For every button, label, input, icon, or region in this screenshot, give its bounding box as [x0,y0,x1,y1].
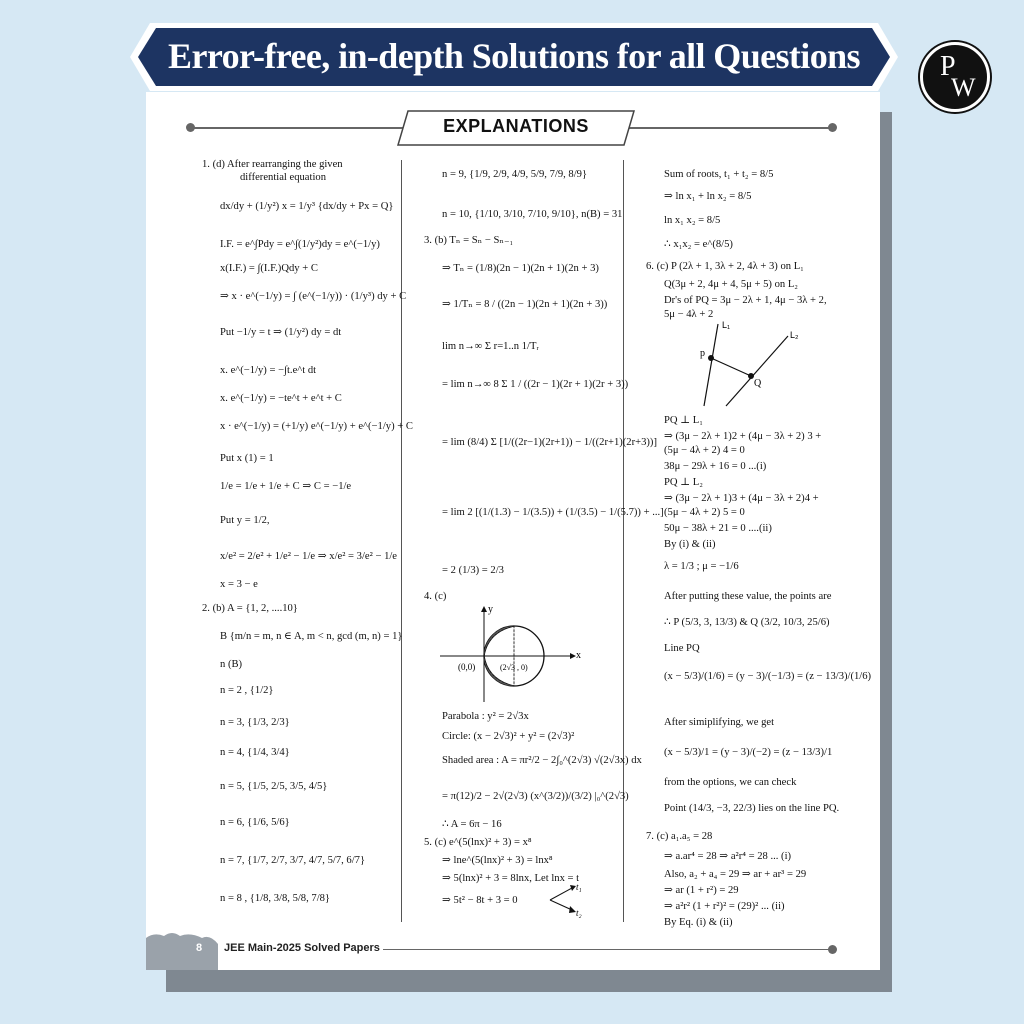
text-line: PQ ⊥ L₂ [664,477,703,488]
text-line: 2. (b) A = {1, 2, ....10} [202,603,298,614]
equation-line: n = 2 , {1/2} [220,685,274,696]
equation-line: ⇒ 5(lnx)² + 3 = 8lnx, Let lnx = t [442,873,580,884]
equation-line: ⇒ a.ar⁴ = 28 ⇒ a²r⁴ = 28 ... (i) [664,851,792,862]
text-line: 4. (c) [424,591,447,602]
equation-line: Put x (1) = 1 [220,453,274,464]
equation-line: ⇒ 1/Tₙ = 8 / ((2n − 1)(2n + 1)(2n + 3)) [442,299,608,310]
equation-line: lim n→∞ Σ r=1..n 1/Tᵣ [442,341,539,352]
equation-line: Put y = 1/2, [220,515,270,526]
text-line: Q(3μ + 2, 4μ + 4, 5μ + 5) on L₂ [664,279,798,290]
equation-line: ⇒ Tₙ = (1/8)(2n − 1)(2n + 1)(2n + 3) [442,263,599,274]
equation-line: = 2 (1/3) = 2/3 [442,565,504,576]
root-t1-label: t₁ [576,882,582,892]
text-line: 1. (d) After rearranging the given [202,159,343,170]
equation-line: 38μ − 29λ + 16 = 0 ...(i) [664,461,767,472]
equation-line: (5μ − 4λ + 2) 4 = 0 [664,445,745,456]
text-line: PQ ⊥ L₁ [664,415,703,426]
equation-line: n = 8 , {1/8, 3/8, 5/8, 7/8} [220,893,331,904]
equation-line: = lim 2 [(1/(1.3) − 1/(3.5)) + (1/(3.5) − 1/(5.7)) + ...] [442,507,664,518]
graph-origin-label: (0,0) [458,662,476,672]
page-number: 8 [196,942,203,954]
text-line: 6. (c) P (2λ + 1, 3λ + 2, 4λ + 3) on L₁ [646,261,804,272]
equation-line: ∴ A = 6π − 16 [442,819,502,830]
text-line: After simiplifying, we get [664,717,775,728]
equation-line: Also, a₂ + a₄ = 29 ⇒ ar + ar³ = 29 [664,869,807,880]
equation-line: n = 9, {1/9, 2/9, 4/9, 5/9, 7/9, 8/9} [442,169,588,180]
text-line: Line PQ [664,643,700,654]
parabola-circle-graph [440,602,580,712]
equation-line: x/e² = 2/e² + 1/e² − 1/e ⇒ x/e² = 3/e² − 1/e [220,551,398,562]
footer-rule-dot [828,945,837,954]
root-branch-arrows [548,880,588,916]
equation-line: x. e^(−1/y) = −∫t.e^t dt [220,365,317,376]
equation-line: n = 5, {1/5, 2/5, 3/5, 4/5} [220,781,328,792]
equation-line: 50μ − 38λ + 21 = 0 ....(ii) [664,523,772,534]
equation-line: λ = 1/3 ; μ = −1/6 [664,561,739,572]
equation-line: dx/dy + (1/y²) x = 1/y³ {dx/dy + Px = Q} [220,201,394,212]
equation-line: n = 6, {1/6, 5/6} [220,817,290,828]
graph-y-axis-label: y [488,604,493,615]
equation-line: ⇒ 5t² − 8t + 3 = 0 [442,895,518,906]
text-line: Dr's of PQ = 3μ − 2λ + 1, 4μ − 3λ + 2, [664,295,827,306]
equation-line: x. e^(−1/y) = −te^t + e^t + C [220,393,342,404]
equation-line: ⇒ ln x₁ + ln x₂ = 8/5 [664,191,752,202]
equation-line: = lim (8/4) Σ [1/((2r−1)(2r+1)) − 1/((2r+1)(2r+3))] [442,437,657,448]
logo-letter-w: W [951,73,976,102]
equation-line: x · e^(−1/y) = (+1/y) e^(−1/y) + e^(−1/y) + C [220,421,413,432]
text-line: After putting these value, the points are [664,591,832,602]
equation-line: n = 10, {1/10, 3/10, 7/10, 9/10}, n(B) = 31 [442,209,623,220]
title-banner [128,20,900,94]
graph-point-label: (2√3 , 0) [500,663,528,672]
equation-line: ⇒ (3μ − 2λ + 1)3 + (4μ − 3λ + 2)4 + [664,493,819,504]
text-line: 5. (c) e^(5(lnx)² + 3) = x⁸ [424,837,532,848]
graph-x-axis-label: x [576,650,581,661]
equation-line: n = 4, {1/4, 3/4} [220,747,290,758]
header-rule-dot-left [186,123,195,132]
equation-line: (5μ − 4λ + 2) 5 = 0 [664,507,745,518]
equation-line: n (B) [220,659,243,670]
equation-line: = lim n→∞ 8 Σ 1 / ((2r − 1)(2r + 1)(2r + 3)) [442,379,629,390]
text-line: 5μ − 4λ + 2 [664,309,714,320]
footer-title: JEE Main-2025 Solved Papers [224,942,380,954]
equation-line: Point (14/3, −3, 22/3) lies on the line PQ. [664,803,840,814]
root-t2-label: t₂ [576,908,582,918]
text-line: By (i) & (ii) [664,539,716,550]
equation-line: Shaded area : A = πr²/2 − 2∫₀^(2√3) √(2√3x) dx [442,755,642,766]
column-divider-1 [401,160,402,922]
equation-line: = π(12)/2 − 2√(2√3) (x^(3/2))/(3/2) |₀^(2√3) [442,791,629,802]
header-tab [396,110,636,146]
line-l1-label: L₁ [722,320,731,330]
equation-line: Put −1/y = t ⇒ (1/y²) dy = dt [220,327,342,338]
equation-line: n = 3, {1/3, 2/3} [220,717,290,728]
column-divider-2 [623,160,624,922]
equation-line: I.F. = e^∫Pdy = e^∫(1/y²)dy = e^(−1/y) [220,239,380,250]
equation-line: 1/e = 1/e + 1/e + C ⇒ C = −1/e [220,481,352,492]
equation-line: ⇒ lne^(5(lnx)² + 3) = lnx⁸ [442,855,553,866]
equation-line: ⇒ (3μ − 2λ + 1)2 + (4μ − 3λ + 2) 3 + [664,431,822,442]
equation-line: ⇒ a²r² (1 + r²)² = (29)² ... (ii) [664,901,785,912]
pw-logo [920,42,990,112]
equation-line: ⇒ ar (1 + r²) = 29 [664,885,739,896]
text-line: By Eq. (i) & (ii) [664,917,733,928]
equation-line: (x − 5/3)/1 = (y − 3)/(−2) = (z − 13/3)/1 [664,747,833,758]
logo-letter-p: P [940,51,956,82]
text-line: differential equation [240,172,326,183]
footer-rule [383,949,831,950]
point-p-label: p [700,348,705,359]
equation-line: Circle: (x − 2√3)² + y² = (2√3)² [442,731,575,742]
equation-line: Parabola : y² = 2√3x [442,711,529,722]
text-line: from the options, we can check [664,777,797,788]
book-page [146,92,880,970]
equation-line: x = 3 − e [220,579,258,590]
text-line: 3. (b) Tₙ = Sₙ − Sₙ₋₁ [424,235,514,246]
section-title: EXPLANATIONS [443,116,589,136]
equation-line: ⇒ x · e^(−1/y) = ∫ (e^(−1/y)) · (1/y³) dy + C [220,291,407,302]
banner-title: Error-free, in-depth Solutions for all Questions [168,36,860,76]
line-l2-label: L₂ [790,330,799,340]
equation-line: ∴ x₁x₂ = e^(8/5) [664,239,733,250]
text-line: 7. (c) a₁.a₅ = 28 [646,831,713,842]
equation-line: x(I.F.) = ∫(I.F.)Qdy + C [220,263,318,274]
equation-line: B {m/n = m, n ∈ A, m < n, gcd (m, n) = 1} [220,631,403,642]
point-q-label: Q [754,378,762,389]
equation-line: ∴ P (5/3, 3, 13/3) & Q (3/2, 10/3, 25/6) [664,617,830,628]
equation-line: Sum of roots, t₁ + t₂ = 8/5 [664,169,774,180]
equation-line: ln x₁ x₂ = 8/5 [664,215,721,226]
header-rule-dot-right [828,123,837,132]
lines-pq-diagram [696,322,816,408]
equation-line: n = 7, {1/7, 2/7, 3/7, 4/7, 5/7, 6/7} [220,855,366,866]
equation-line: (x − 5/3)/(1/6) = (y − 3)/(−1/3) = (z − 13/3)/(1/6) [664,671,872,682]
